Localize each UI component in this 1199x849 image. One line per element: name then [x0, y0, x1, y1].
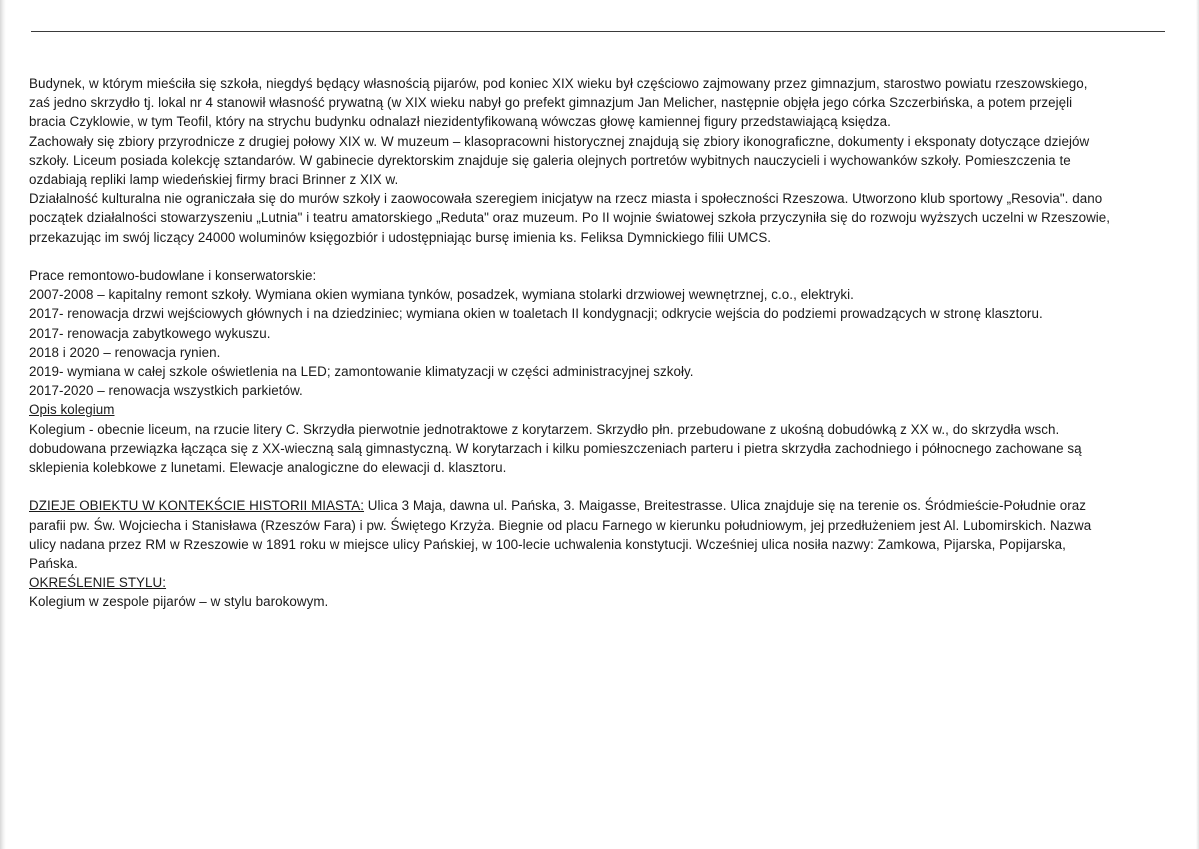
city-history-heading: DZIEJE OBIEKTU W KONTEKŚCIE HISTORII MIASTA:: [29, 498, 365, 514]
history-line: Budynek, w którym mieściła się szkoła, niegdyś będący własnością pijarów, pod koniec XIX wieku był częściowo zajmowany przez gimnazjum, starostwo powiatu rzeszowskiego,: [29, 76, 1088, 91]
style-text: Kolegium w zespole pijarów – w stylu barokowym.: [29, 594, 329, 610]
city-history-first-line: [29, 496, 1169, 515]
history-line: Zachowały się zbiory przyrodnicze z drugiej połowy XIX w. W muzeum – klasopracowni historycznej znajdują się zbiory ikonograficzne, dokumenty i eksponaty dotyczące dziejów: [29, 133, 1090, 149]
history-line: bracia Czyklowie, w tym Teofil, który na strychu budynku odnalazł niezidentyfikowaną wówczas głowę kamiennej figury przedstawiającą księdza.: [29, 114, 891, 130]
header-rule: [31, 31, 1165, 32]
kolegium-heading: Opis kolegium: [29, 402, 115, 418]
history-line: zaś jedno skrzydło tj. lokal nr 4 stanowił własność prywatną (w XIX wieku nabył go prefekt gimnazjum Jan Melicher, następnie objęła jego córka Szczerbińska, a potem przejęli: [29, 95, 1073, 111]
document-body: [29, 74, 1169, 612]
history-paragraph: [29, 74, 1169, 247]
history-line: ozdabiają repliki lamp wiedeńskiej firmy braci Brinner z XIX w.: [29, 172, 399, 188]
history-line: Działalność kulturalna nie ograniczała się do murów szkoły i zaowocowała szeregiem inicjatyw na rzecz miasta i społeczności Rzeszowa. Utworzono klub sportowy „Resovia". dano: [29, 191, 1103, 207]
style-heading: OKREŚLENIE STYLU:: [29, 575, 167, 591]
kolegium-line: Kolegium - obecnie liceum, na rzucie litery C. Skrzydła pierwotnie jednotraktowe z korytarzem. Skrzydło płn. przebudowane z ukośną dobudówką z XX w., do skrzydła wsch.: [29, 421, 1060, 437]
city-history-line: Ulica 3 Maja, dawna ul. Pańska, 3. Maigasse, Breitestrasse. Ulica znajduje się na terenie os. Śródmieście-Południe oraz: [364, 498, 1087, 514]
scan-left-edge-shadow: [0, 0, 6, 849]
works-section: [29, 266, 1169, 400]
works-heading: Prace remontowo-budowlane i konserwatorskie:: [29, 268, 317, 284]
city-history-line: ulicy nadana przez RM w Rzeszowie w 1891 roku w miejsce ulicy Pańskiej, w 100-lecie uchwalenia konstytucji. Wcześniej ulica nosiła nazwy: Zamkowa, Pijarska, Popijarska,: [29, 536, 1066, 552]
works-item: 2018 i 2020 – renowacja rynien.: [29, 344, 221, 360]
history-line: początek działalności stowarzyszeniu „Lutnia" i teatru amatorskiego „Reduta" oraz muzeum. Po II wojnie światowej szkoła przyczyniła się do rozwoju wyższych uczelni w Rzeszowie,: [29, 210, 1111, 226]
kolegium-line: dobudowana przewiązka łącząca się z XX-wieczną salą gimnastyczną. W korytarzach i kilku pomieszczeniach parteru i pietra skrzydła zachodniego i północnego zachowane są: [29, 440, 1082, 456]
paragraph-spacer: [29, 477, 1169, 496]
works-item: 2017-2020 – renowacja wszystkich parkietów.: [29, 383, 303, 399]
style-section: [29, 573, 1169, 611]
paragraph-spacer: [29, 247, 1169, 266]
history-line: przekazując im swój liczący 24000 woluminów księgozbiór i udostępniając bursę imienia ks. Feliksa Dymnickiego filii UMCS.: [29, 229, 772, 245]
kolegium-section: [29, 400, 1169, 477]
works-item: 2017- renowacja zabytkowego wykuszu.: [29, 325, 271, 341]
city-history-section: [29, 496, 1169, 573]
city-history-line: Pańska.: [29, 556, 78, 572]
works-item: 2017- renowacja drzwi wejściowych głównych i na dziedziniec; wymiana okien w toaletach II kondygnacji; odkrycie wejścia do podziemi prowadzących w stronę klasztoru.: [29, 306, 1043, 322]
works-item: 2019- wymiana w całej szkole oświetlenia na LED; zamontowanie klimatyzacji w części administracyjnej szkoły.: [29, 364, 694, 380]
kolegium-line: sklepienia kolebkowe z lunetami. Elewacje analogiczne do elewacji d. klasztoru.: [29, 460, 507, 476]
history-line: szkoły. Liceum posiada kolekcję sztandarów. W gabinecie dyrektorskim znajduje się galeria olejnych portretów wybitnych nauczycieli i wychowanków szkoły. Pomieszczenia te: [29, 152, 1071, 168]
city-history-line: parafii pw. Św. Wojciecha i Stanisława (Rzeszów Fara) i pw. Świętego Krzyża. Biegnie od placu Farnego w kierunku południowym, jej przedłużeniem jest Al. Lubomirskich. Nazwa: [29, 517, 1092, 533]
works-item: 2007-2008 – kapitalny remont szkoły. Wymiana okien wymiana tynków, posadzek, wymiana stolarki drzwiowej wewnętrznej, c.o., elektryki.: [29, 287, 854, 303]
